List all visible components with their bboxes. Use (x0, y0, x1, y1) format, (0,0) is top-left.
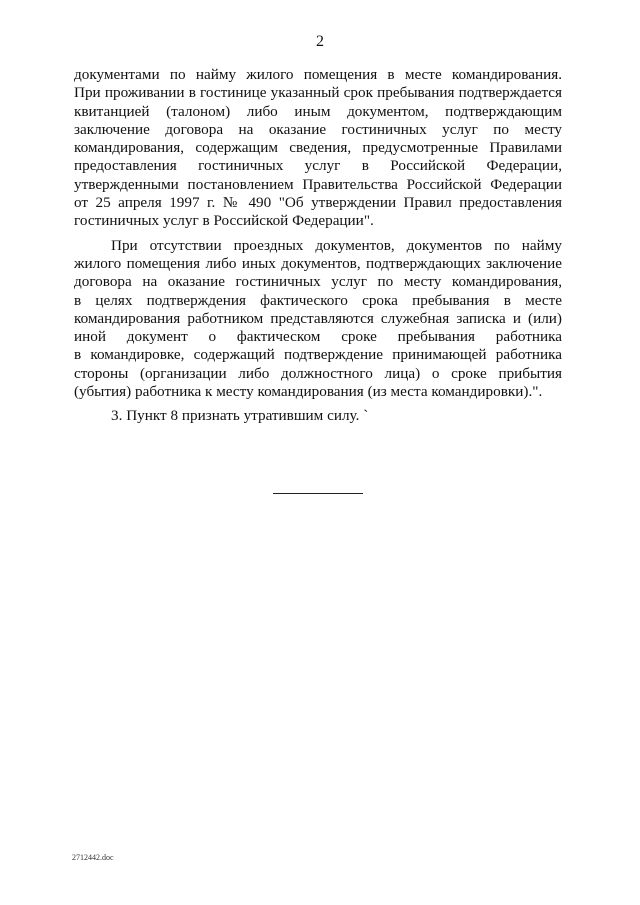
text-line: предоставления гостиничных услуг в Российской Федерации, (74, 157, 562, 175)
footer-doc-id: 2712442.doc (72, 853, 114, 862)
text-line: командирования, содержащим сведения, предусмотренные Правилами (74, 139, 562, 157)
text-line: от 25 апреля 1997 г. № 490 "Об утверждении Правил предоставления (74, 194, 562, 212)
text-line: гостиничных услуг в Российской Федерации". (74, 212, 374, 230)
text-line: стороны (организации либо должностного лица) о сроке прибытия (74, 364, 562, 382)
text-line: 3. Пункт 8 признать утратившим силу. ` (111, 407, 369, 425)
text-line: документами по найму жилого помещения в месте командирования. (74, 66, 562, 83)
text-line: При отсутствии проездных документов, документов по найму (111, 236, 562, 254)
text-line: договора на оказание гостиничных услуг по месту командирования, (74, 273, 562, 291)
text-line: квитанцией (талоном) либо иным документом, подтверждающим (74, 102, 562, 120)
text-line: (убытия) работника к месту командирования (из места командировки).". (74, 383, 543, 401)
text-line: заключение договора на оказание гостиничных услуг по месту (74, 120, 562, 138)
text-line: жилого помещения либо иных документов, подтверждающих заключение (74, 254, 562, 272)
text-line: командирования работником представляются служебная записка и (или) (74, 309, 562, 327)
text-line: иной документ о фактическом сроке пребывания работника (74, 328, 562, 346)
text-line: утвержденными постановлением Правительства Российской Федерации (74, 175, 562, 193)
text-line: в командировке, содержащий подтверждение принимающей работника (74, 346, 562, 364)
end-rule (273, 493, 363, 494)
paragraph-3 (74, 407, 562, 425)
text-line: в целях подтверждения фактического срока пребывания в месте (74, 291, 562, 309)
text-line: При проживании в гостинице указанный срок пребывания подтверждается (74, 84, 562, 102)
paragraph-2 (74, 237, 562, 402)
paragraph-1 (74, 66, 562, 231)
document-body (74, 66, 562, 426)
page-number: 2 (316, 33, 324, 50)
